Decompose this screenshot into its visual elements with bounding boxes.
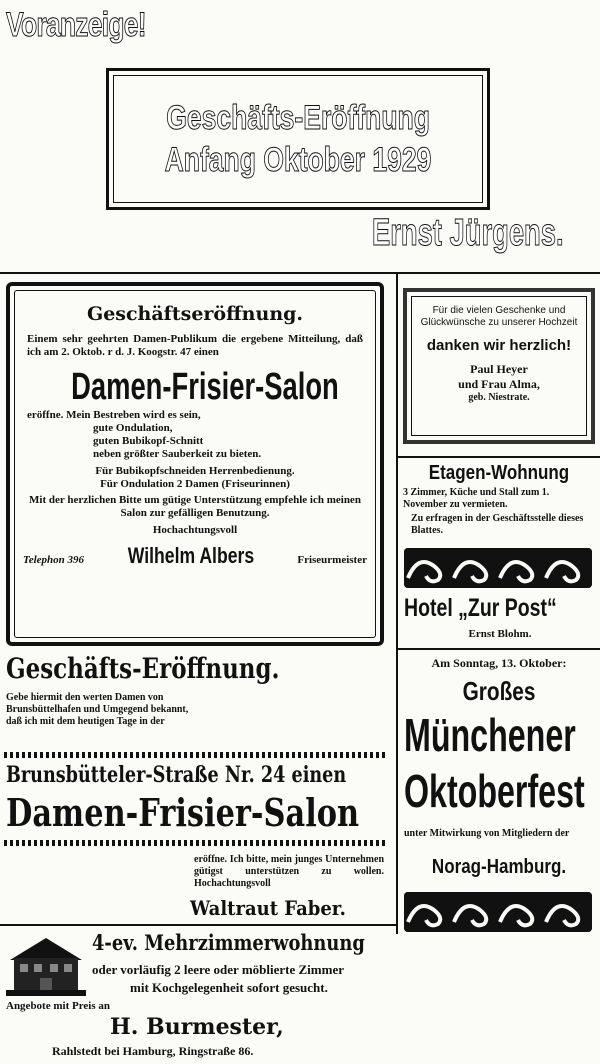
ornament-svg-1 <box>404 548 592 588</box>
albers-line-4: neben größter Sauberkeit zu bieten. <box>93 448 262 460</box>
hotel-big-1: Großes <box>462 676 536 706</box>
ornament-svg-2 <box>404 892 592 932</box>
opening-announcement-box <box>106 68 490 210</box>
albers-line-3: guten Bubikopf-Schnitt <box>93 435 204 447</box>
faber-street: Brunsbütteler-Straße Nr. 24 einen <box>6 762 347 788</box>
house-image <box>6 934 86 996</box>
albers-line-6: Für Ondulation 2 Damen (Friseurinnen) <box>100 478 290 490</box>
divider-right-1 <box>398 456 600 458</box>
column-divider <box>396 274 398 934</box>
hotel-owner: Ernst Blohm. <box>468 628 532 640</box>
divider-bottom <box>0 924 396 926</box>
albers-name: Wilhelm Albers <box>127 543 254 568</box>
ad-albers <box>6 282 384 646</box>
thanks-line-4: und Frau Alma, <box>458 377 540 391</box>
hotel-line-1: unter Mitwirkung von Mitgliedern der <box>404 828 570 839</box>
faber-line-1: eröffne. Ich bitte, mein junges Unternehmen gütigst unterstützen zu wollen. Hochachtungsvoll <box>194 854 384 889</box>
albers-title: Friseurmeister <box>297 554 367 566</box>
thanks-line-5: geb. Niestrate. <box>468 392 530 403</box>
hotel-big-2: Münchener <box>404 709 576 761</box>
albers-intro: Einem sehr geehrten Damen-Publikum die ergebene Mitteilung, daß ich am 2. Oktob. r d. J. Koogstr. 47 einen <box>27 333 363 358</box>
faber-rule-2 <box>4 840 388 846</box>
ornament-border-2 <box>404 892 592 932</box>
faber-name: Waltraut Faber. <box>190 896 346 920</box>
thanks-line-3: Paul Heyer <box>470 362 528 376</box>
burmester-address: Rahlstedt bei Hamburg, Ringstraße 86. <box>52 1044 254 1058</box>
burmester-line-3: Angebote mit Preis an <box>6 1000 110 1012</box>
divider-top <box>0 272 600 274</box>
etagen-heading: Etagen-Wohnung <box>428 462 570 484</box>
albers-salon: Damen-Frisier-Salon <box>71 366 339 408</box>
etagen-line-2: Zu erfragen in der Geschäftsstelle dieses Blattes. <box>411 513 584 536</box>
albers-heading: Geschäftseröffnung. <box>86 303 304 325</box>
faber-rule-1 <box>4 752 388 758</box>
ad-etagen <box>403 462 595 537</box>
hotel-date: Am Sonntag, 13. Oktober: <box>431 656 567 670</box>
hotel-big-3: Oktoberfest <box>404 765 585 817</box>
ad-thanks <box>403 288 595 444</box>
divider-right-2 <box>398 648 600 650</box>
faber-heading: Geschäfts-Eröffnung. <box>6 652 280 685</box>
ornament-border-1 <box>404 548 592 588</box>
albers-line-1: eröffne. Mein Bestreben wird es sein, <box>27 409 201 421</box>
burmester-line-2: mit Kochgelegenheit sofort gesucht. <box>130 980 328 995</box>
faber-salon: Damen-Frisier-Salon <box>6 790 360 835</box>
albers-line-2: gute Ondulation, <box>93 422 173 434</box>
albers-phone: Telephon 396 <box>23 554 85 566</box>
burmester-line-1: oder vorläufig 2 leere oder möblierte Zimmer <box>92 962 344 977</box>
albers-line-7: Mit der herzlichen Bitte um gütige Unterstützung empfehle ich meinen Salon zur gefälligen Benutzung. <box>29 494 361 519</box>
preview-heading: Voranzeige! <box>6 6 146 44</box>
thanks-line-1: Für die vielen Geschenke und Glückwünsche zu unserer Hochzeit <box>420 305 578 328</box>
hotel-heading: Hotel „Zur Post“ <box>404 594 557 622</box>
faber-intro: Gebe hiermit den werten Damen von Brunsbüttelhafen und Umgegend bekannt, daß ich mit dem heutigen Tage in der <box>6 692 189 727</box>
signature-ernst-juergens: Ernst Jürgens. <box>372 212 564 254</box>
albers-closing: Hochachtungsvoll <box>152 524 238 536</box>
house-icon <box>6 934 86 996</box>
box-line-1: Geschäfts-Eröffnung <box>166 99 430 137</box>
hotel-norag: Norag-Hamburg. <box>431 856 567 878</box>
albers-line-5: Für Bubikopfschneiden Herrenbedienung. <box>95 465 295 477</box>
etagen-line-1: 3 Zimmer, Küche und Stall zum 1. November zu vermieten. <box>403 487 550 510</box>
burmester-heading: 4-ev. Mehrzimmerwohnung <box>92 930 365 955</box>
burmester-name: H. Burmester, <box>110 1014 284 1040</box>
box-line-2: Anfang Oktober 1929 <box>164 141 432 179</box>
thanks-line-2: danken wir herzlich! <box>426 337 572 354</box>
